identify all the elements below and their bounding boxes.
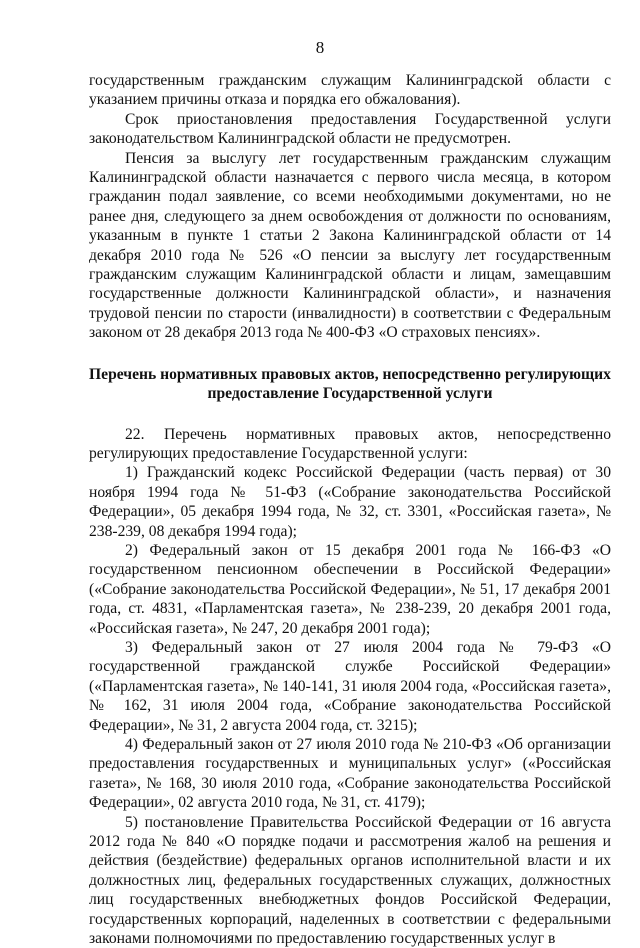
page-number: 8 [315,38,325,57]
list-item-law-210: 4) Федеральный закон от 27 июля 2010 года № 210-ФЗ «Об организации предоставления государственных и муниципальных услуг» («Российская газета», № 168, 30 июля 2010 года, «Собрание законодательства Российской Федерации», 02 августа 2010 года, № 31, ст. 4179); [89,736,611,812]
paragraph-suspension-term: Срок приостановления предоставления Государственной услуги законодательством Калининградской области не предусмотрен. [89,110,611,148]
document-body [89,71,611,948]
paragraph-pension-assignment: Пенсия за выслугу лет государственным гражданским служащим Калининградской области назначается с первого числа месяца, в котором гражданин подал заявление, со всеми необходимыми документами, но не ранее дня, следующего за днем освобождения от должности по основаниям, указанным в пункте 1 статьи 2 Закона Калининградской области от 14 декабря 2010 года № 526 «О пенсии за выслугу лет государственным гражданским служащим Калининградской области и лицам, замещавшим государственные должности Калининградской области», и назначения трудовой пенсии по старости (инвалидности) в соответствии с Федеральным законом от 28 декабря 2013 года № 400-ФЗ «О страховых пенсиях». [89,149,611,342]
paragraph-item-22: 22. Перечень нормативных правовых актов, непосредственно регулирующих предоставление Государственной услуги: [89,425,611,462]
list-item-law-166: 2) Федеральный закон от 15 декабря 2001 года № 166-ФЗ «О государственном пенсионном обеспечении в Российской Федерации» («Собрание законодательства Российской Федерации», № 51, 17 декабря 2001 года, ст. 4831, «Парламентская газета», № 238-239, 20 декабря 2001 года, «Российская газета», № 247, 20 декабря 2001 года); [89,541,611,637]
paragraph-refusal-continuation: государственным гражданским служащим Калининградской области с указанием причины отказа и порядка его обжалования). [89,72,611,109]
section-heading: Перечень нормативных правовых актов, непосредственно регулирующих предоставление Государственной услуги [89,365,611,403]
list-item-resolution-840: 5) постановление Правительства Российской Федерации от 16 августа 2012 года № 840 «О порядке подачи и рассмотрения жалоб на решения и действия (бездействие) федеральных органов исполнительной власти и их должностных лиц, федеральных государственных служащих, должностных лиц государственных внебюджетных фондов Российской Федерации, государственных корпораций, наделенных в соответствии с федеральными законами полномочиями по предоставлению государственных услуг в [89,813,611,948]
list-item-law-79: 3) Федеральный закон от 27 июля 2004 года № 79-ФЗ «О государственной гражданской службе Российской Федерации» («Парламентская газета», № 140-141, 31 июля 2004 года, «Российская газета», № 162, 31 июля 2004 года, «Собрание законодательства Российской Федерации», № 31, 2 августа 2004 года, ст. 3215); [89,638,611,734]
list-item-civil-code: 1) Гражданский кодекс Российской Федерации (часть первая) от 30 ноября 1994 года № 51-ФЗ («Собрание законодательства Российской Федерации», 05 декабря 1994 года, № 32, ст. 3301, «Российская газета», № 238-239, 08 декабря 1994 года); [89,464,611,540]
